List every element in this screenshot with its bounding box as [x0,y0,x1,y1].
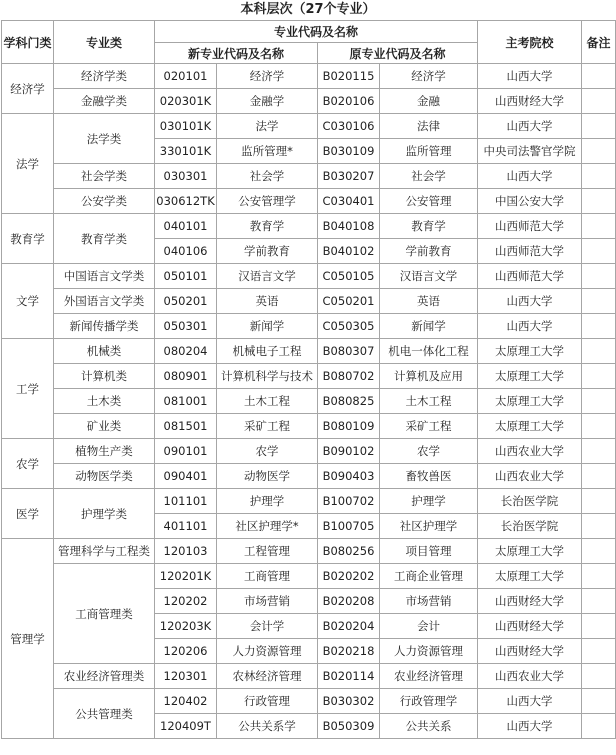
new-code-cell: 040101 [155,214,217,239]
old-name-cell: 经济学 [380,64,478,89]
new-code-cell: 120409T [155,714,217,739]
new-code-cell: 050301 [155,314,217,339]
school-cell: 山西农业大学 [478,439,582,464]
old-name-cell: 采矿工程 [380,414,478,439]
remark-cell [582,539,616,564]
new-name-cell: 动物医学 [217,464,318,489]
old-code-cell: B080256 [318,539,380,564]
school-cell: 山西大学 [478,114,582,139]
new-code-cell: 120201K [155,564,217,589]
old-code-cell: B040108 [318,214,380,239]
new-name-cell: 农林经济管理 [217,664,318,689]
old-name-cell: 工商企业管理 [380,564,478,589]
remark-cell [582,239,616,264]
new-name-cell: 人力资源管理 [217,639,318,664]
new-code-cell: 120203K [155,614,217,639]
new-name-cell: 金融学 [217,89,318,114]
new-code-cell: 090101 [155,439,217,464]
old-code-cell: B090403 [318,464,380,489]
category-cell: 教育学类 [54,214,155,264]
old-name-cell: 学前教育 [380,239,478,264]
new-code-cell: 330101K [155,139,217,164]
new-name-cell: 教育学 [217,214,318,239]
new-name-cell: 农学 [217,439,318,464]
remark-cell [582,589,616,614]
new-name-cell: 工商管理 [217,564,318,589]
new-code-cell: 120402 [155,689,217,714]
old-code-cell: B080702 [318,364,380,389]
new-code-cell: 120103 [155,539,217,564]
school-cell: 山西农业大学 [478,664,582,689]
new-code-cell: 030301 [155,164,217,189]
table-body [2,64,616,739]
new-name-cell: 社区护理学* [217,514,318,539]
old-code-cell: B080307 [318,339,380,364]
new-code-cell: 020101 [155,64,217,89]
old-code-cell: B020208 [318,589,380,614]
new-code-cell: 050101 [155,264,217,289]
category-cell: 农业经济管理类 [54,664,155,689]
category-cell: 中国语言文学类 [54,264,155,289]
table-row [2,264,616,289]
discipline-cell: 工学 [2,339,54,439]
old-code-cell: B020115 [318,64,380,89]
new-name-cell: 公共关系学 [217,714,318,739]
old-code-cell: B040102 [318,239,380,264]
school-cell: 太原理工大学 [478,539,582,564]
new-name-cell: 土木工程 [217,389,318,414]
remark-cell [582,389,616,414]
new-code-cell: 080204 [155,339,217,364]
category-cell: 植物生产类 [54,439,155,464]
remark-cell [582,514,616,539]
new-code-cell: 120202 [155,589,217,614]
school-cell: 长治医学院 [478,514,582,539]
new-name-cell: 护理学 [217,489,318,514]
school-cell: 山西财经大学 [478,614,582,639]
category-cell: 法学类 [54,114,155,164]
new-code-cell: 120206 [155,639,217,664]
new-name-cell: 工程管理 [217,539,318,564]
discipline-cell: 农学 [2,439,54,489]
school-cell: 山西师范大学 [478,239,582,264]
school-cell: 山西师范大学 [478,214,582,239]
old-code-cell: B020114 [318,664,380,689]
new-name-cell: 新闻学 [217,314,318,339]
new-name-cell: 机械电子工程 [217,339,318,364]
old-name-cell: 土木工程 [380,389,478,414]
new-code-cell: 090401 [155,464,217,489]
new-code-cell: 081001 [155,389,217,414]
remark-cell [582,439,616,464]
category-cell: 土木类 [54,389,155,414]
table-row [2,414,616,439]
old-name-cell: 人力资源管理 [380,639,478,664]
new-name-cell: 计算机科学与技术 [217,364,318,389]
school-cell: 山西大学 [478,314,582,339]
new-name-cell: 法学 [217,114,318,139]
new-code-cell: 081501 [155,414,217,439]
remark-cell [582,189,616,214]
table-row [2,389,616,414]
table-row [2,689,616,714]
remark-cell [582,364,616,389]
old-code-cell: B020106 [318,89,380,114]
remark-cell [582,639,616,664]
table-row [2,464,616,489]
old-name-cell: 机电一体化工程 [380,339,478,364]
new-code-cell: 080901 [155,364,217,389]
old-name-cell: 金融 [380,89,478,114]
category-cell: 金融学类 [54,89,155,114]
remark-cell [582,264,616,289]
old-name-cell: 护理学 [380,489,478,514]
old-name-cell: 社区护理学 [380,514,478,539]
old-code-cell: B050309 [318,714,380,739]
page-title: 本科层次（27个专业） [240,2,376,17]
category-cell: 公安学类 [54,189,155,214]
new-name-cell: 社会学 [217,164,318,189]
table-row [2,164,616,189]
old-name-cell: 公安管理 [380,189,478,214]
discipline-cell: 法学 [2,114,54,214]
remark-cell [582,339,616,364]
old-code-cell: B020218 [318,639,380,664]
school-cell: 太原理工大学 [478,389,582,414]
school-cell: 山西财经大学 [478,589,582,614]
table-row [2,314,616,339]
category-cell: 公共管理类 [54,689,155,739]
old-name-cell: 英语 [380,289,478,314]
old-name-cell: 计算机及应用 [380,364,478,389]
category-cell: 经济学类 [54,64,155,89]
header-old-major: 原专业代码及名称 [318,43,478,64]
old-name-cell: 教育学 [380,214,478,239]
table-row [2,189,616,214]
new-name-cell: 英语 [217,289,318,314]
table-row [2,564,616,589]
school-cell: 山西师范大学 [478,264,582,289]
category-cell: 工商管理类 [54,564,155,664]
remark-cell [582,614,616,639]
new-code-cell: 101101 [155,489,217,514]
remark-cell [582,139,616,164]
new-code-cell: 030612TK [155,189,217,214]
remark-cell [582,164,616,189]
school-cell: 山西大学 [478,64,582,89]
old-name-cell: 法律 [380,114,478,139]
header-school: 主考院校 [478,21,582,64]
header-remark: 备注 [582,21,616,64]
school-cell: 中国公安大学 [478,189,582,214]
old-name-cell: 行政管理学 [380,689,478,714]
category-cell: 新闻传播学类 [54,314,155,339]
discipline-cell: 管理学 [2,539,54,739]
school-cell: 太原理工大学 [478,339,582,364]
new-name-cell: 市场营销 [217,589,318,614]
category-cell: 社会学类 [54,164,155,189]
new-name-cell: 行政管理 [217,689,318,714]
remark-cell [582,664,616,689]
new-code-cell: 020301K [155,89,217,114]
school-cell: 山西大学 [478,689,582,714]
new-code-cell: 050201 [155,289,217,314]
table-row [2,339,616,364]
remark-cell [582,714,616,739]
category-cell: 计算机类 [54,364,155,389]
old-code-cell: B030109 [318,139,380,164]
table-row [2,64,616,89]
old-code-cell: B080109 [318,414,380,439]
old-code-cell: B030302 [318,689,380,714]
remark-cell [582,214,616,239]
new-name-cell: 监所管理* [217,139,318,164]
table-row [2,439,616,464]
old-name-cell: 畜牧兽医 [380,464,478,489]
school-cell: 长治医学院 [478,489,582,514]
category-cell: 护理学类 [54,489,155,539]
new-code-cell: 401101 [155,514,217,539]
school-cell: 山西大学 [478,289,582,314]
school-cell: 山西财经大学 [478,639,582,664]
old-code-cell: B020202 [318,564,380,589]
table-row [2,89,616,114]
old-code-cell: C030401 [318,189,380,214]
old-code-cell: C030106 [318,114,380,139]
old-code-cell: C050201 [318,289,380,314]
header-code-group: 专业代码及名称 [155,21,478,43]
new-name-cell: 采矿工程 [217,414,318,439]
remark-cell [582,689,616,714]
new-name-cell: 学前教育 [217,239,318,264]
school-cell: 中央司法警官学院 [478,139,582,164]
old-code-cell: B090102 [318,439,380,464]
old-code-cell: C050305 [318,314,380,339]
old-name-cell: 汉语言文学 [380,264,478,289]
remark-cell [582,114,616,139]
new-code-cell: 030101K [155,114,217,139]
remark-cell [582,489,616,514]
table-row [2,664,616,689]
category-cell: 管理科学与工程类 [54,539,155,564]
header-category: 专业类 [54,21,155,64]
new-code-cell: 040106 [155,239,217,264]
new-name-cell: 会计学 [217,614,318,639]
category-cell: 动物医学类 [54,464,155,489]
remark-cell [582,289,616,314]
table-row [2,539,616,564]
new-name-cell: 汉语言文学 [217,264,318,289]
remark-cell [582,564,616,589]
new-name-cell: 经济学 [217,64,318,89]
old-code-cell: B020204 [318,614,380,639]
remark-cell [582,314,616,339]
old-name-cell: 农学 [380,439,478,464]
table-row [2,214,616,239]
old-name-cell: 农业经济管理 [380,664,478,689]
school-cell: 太原理工大学 [478,564,582,589]
discipline-cell: 经济学 [2,64,54,114]
old-name-cell: 公共关系 [380,714,478,739]
old-name-cell: 监所管理 [380,139,478,164]
header-new-major: 新专业代码及名称 [155,43,318,64]
table-row [2,364,616,389]
remark-cell [582,64,616,89]
old-code-cell: C050105 [318,264,380,289]
discipline-cell: 文学 [2,264,54,339]
old-code-cell: B100705 [318,514,380,539]
old-code-cell: B080825 [318,389,380,414]
table-row [2,489,616,514]
new-code-cell: 120301 [155,664,217,689]
school-cell: 山西大学 [478,714,582,739]
major-table [1,20,616,739]
school-cell: 山西财经大学 [478,89,582,114]
discipline-cell: 教育学 [2,214,54,264]
category-cell: 矿业类 [54,414,155,439]
old-name-cell: 社会学 [380,164,478,189]
school-cell: 山西农业大学 [478,464,582,489]
school-cell: 山西大学 [478,164,582,189]
school-cell: 太原理工大学 [478,414,582,439]
header-discipline: 学科门类 [2,21,54,64]
remark-cell [582,89,616,114]
category-cell: 机械类 [54,339,155,364]
category-cell: 外国语言文学类 [54,289,155,314]
table-row [2,114,616,139]
old-name-cell: 市场营销 [380,589,478,614]
new-name-cell: 公安管理学 [217,189,318,214]
old-code-cell: B100702 [318,489,380,514]
old-code-cell: B030207 [318,164,380,189]
school-cell: 太原理工大学 [478,364,582,389]
table-row [2,289,616,314]
old-name-cell: 项目管理 [380,539,478,564]
remark-cell [582,464,616,489]
old-name-cell: 新闻学 [380,314,478,339]
old-name-cell: 会计 [380,614,478,639]
remark-cell [582,414,616,439]
discipline-cell: 医学 [2,489,54,539]
